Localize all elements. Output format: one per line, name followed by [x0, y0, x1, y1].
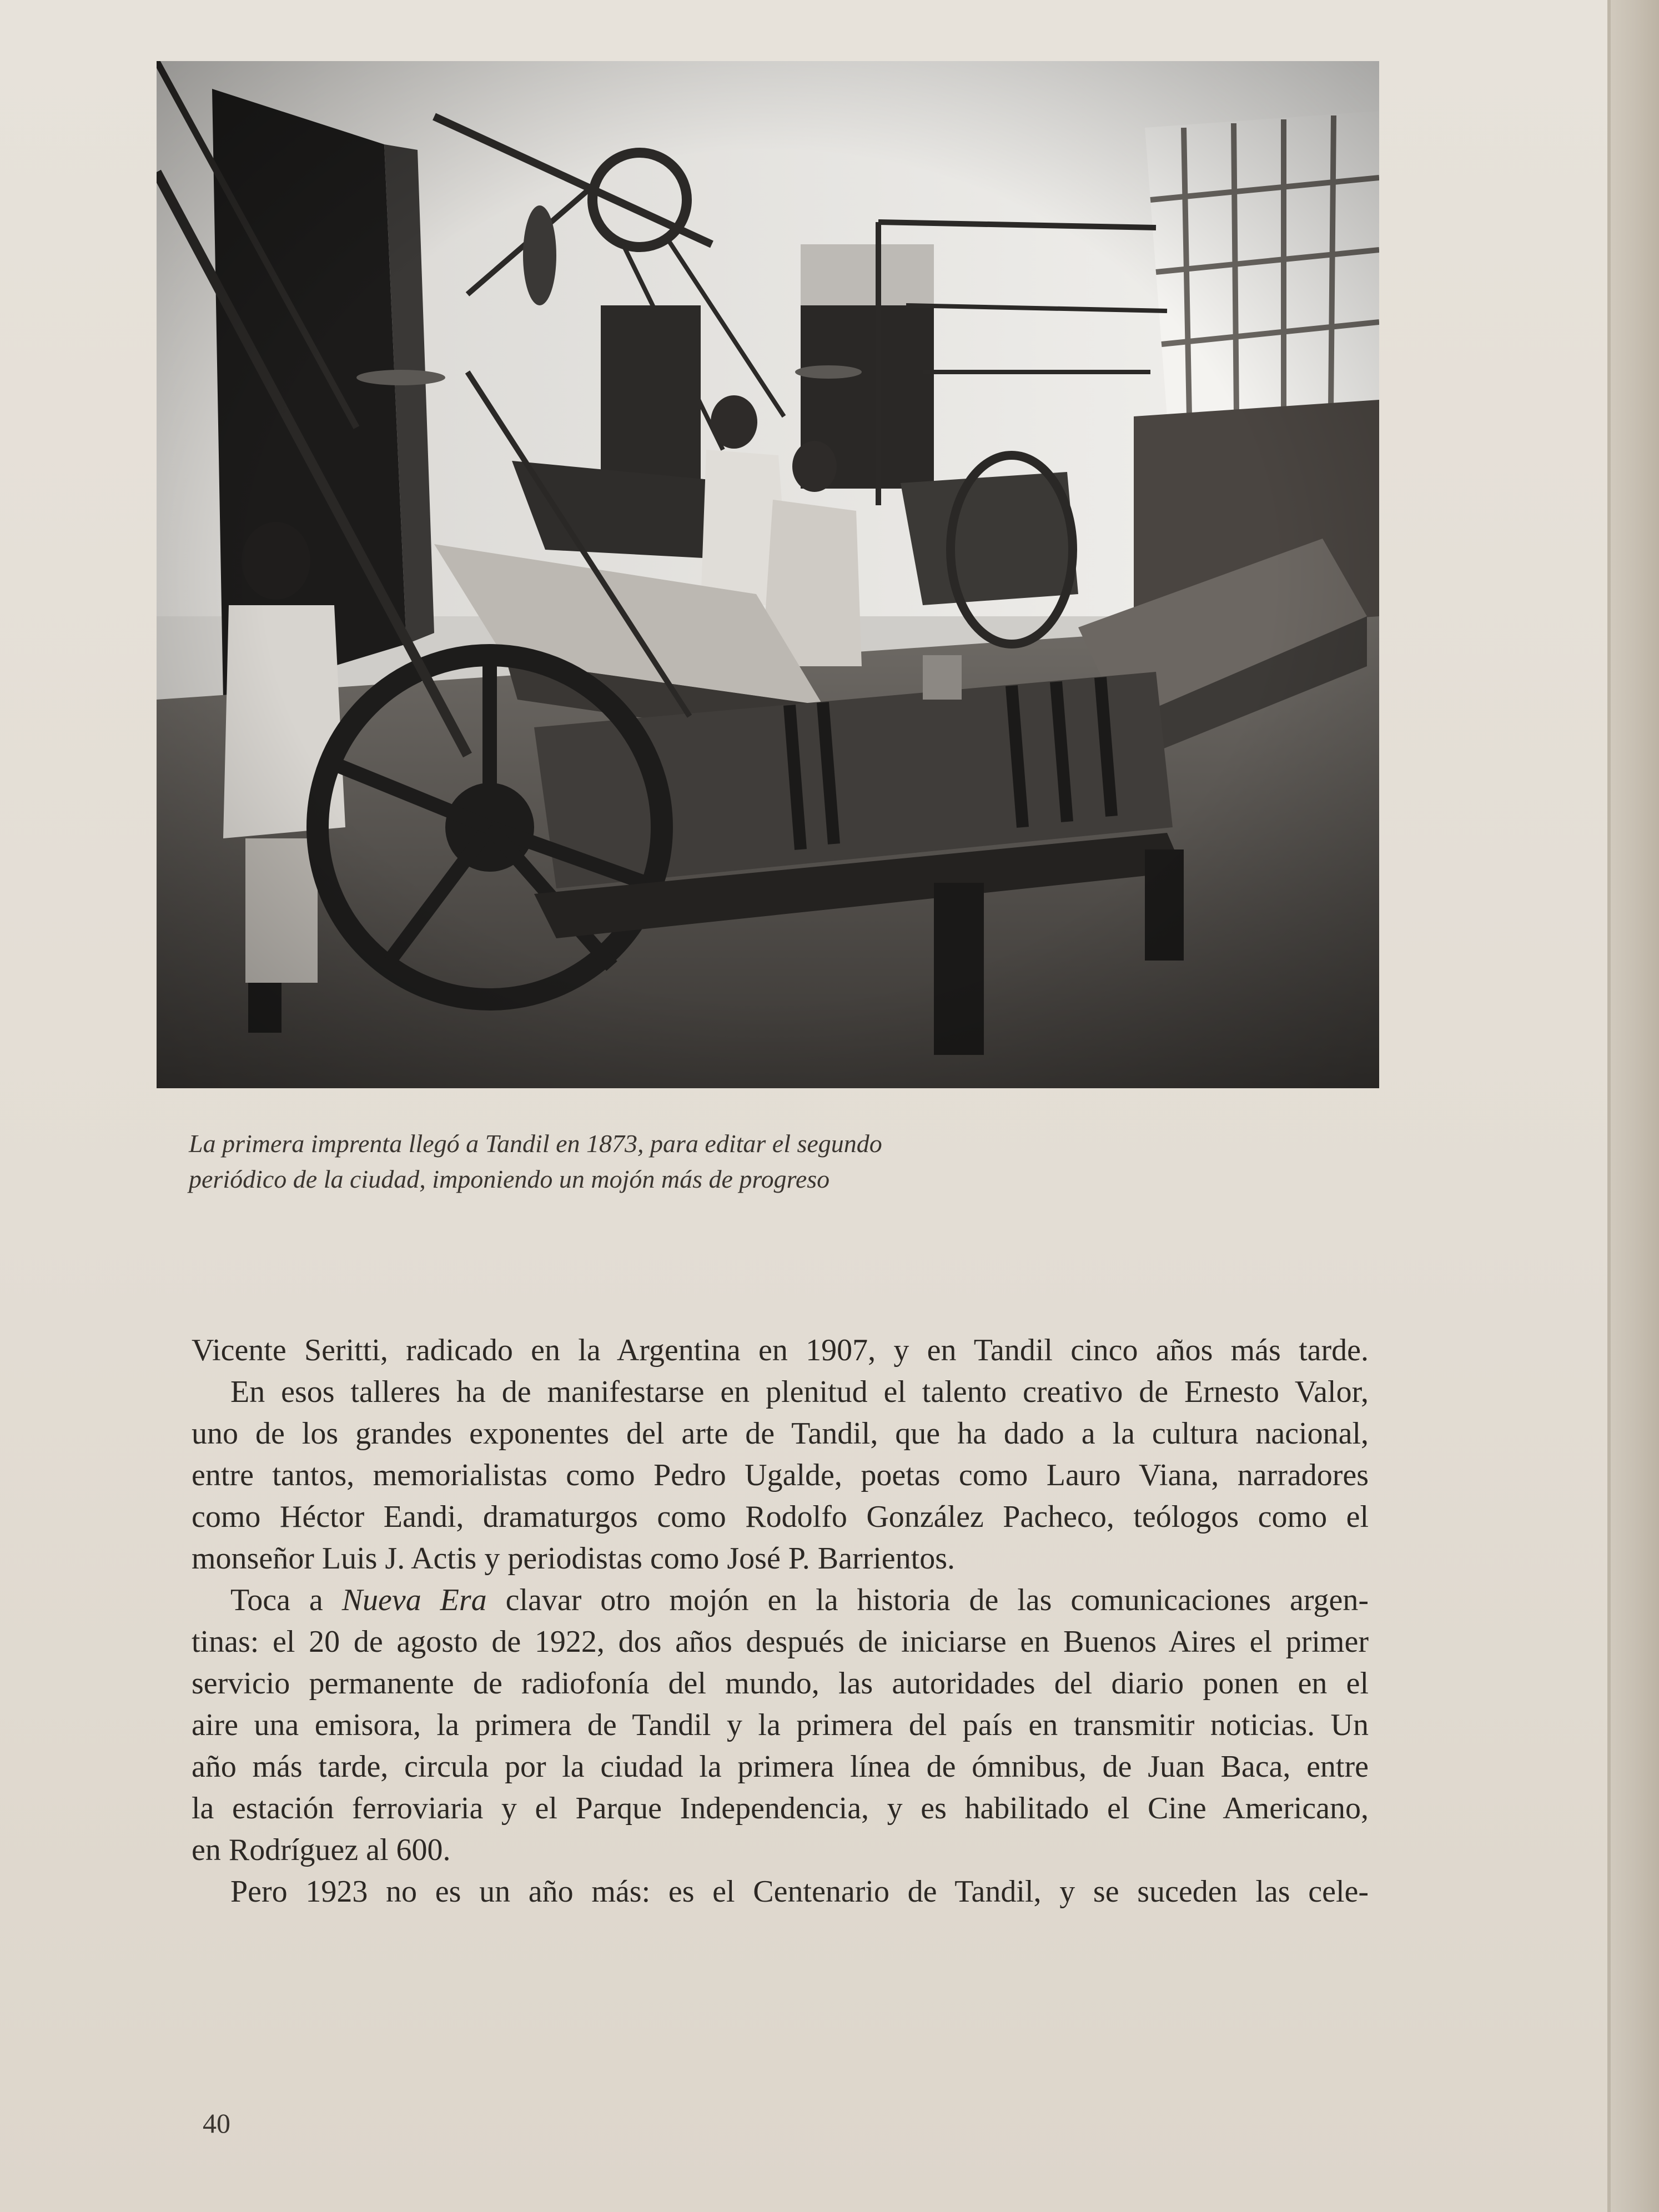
body-line: la estación ferroviaria y el Parque Independencia, y es habilitado el Cine Americano, [192, 1791, 1369, 1826]
body-line-rest: clavar otro mojón en la historia de las comunicaciones argen- [505, 1583, 1369, 1617]
body-line: servicio permanente de radiofonía del mundo, las autoridades del diario ponen en el [192, 1666, 1369, 1701]
newspaper-name: Nueva Era [341, 1583, 487, 1617]
body-line: en Rodríguez al 600. [192, 1833, 451, 1867]
body-line: monseñor Luis J. Actis y periodistas como José P. Barrientos. [192, 1541, 956, 1576]
body-line-space [487, 1583, 506, 1617]
body-line: Vicente Seritti, radicado en la Argentina en 1907, y en Tandil cinco años más tarde. [192, 1333, 1369, 1368]
caption-line-2: periódico de la ciudad, imponiendo un mojón más de progreso [189, 1165, 830, 1193]
body-line: aire una emisora, la primera de Tandil y la primera del país en transmitir noticias. Un [192, 1708, 1369, 1742]
page-number: 40 [203, 2108, 230, 2139]
body-line: Pero 1923 no es un año más: es el Centenario de Tandil, y se suceden las cele- [230, 1874, 1369, 1909]
body-line: como Héctor Eandi, dramaturgos como Rodolfo González Pacheco, teólogos como el [192, 1500, 1369, 1534]
photo-caption [189, 1126, 1244, 1197]
body-line: En esos talleres ha de manifestarse en plenitud el talento creativo de Ernesto Valor, [230, 1375, 1369, 1409]
body-line [192, 1580, 1369, 1621]
body-line: entre tantos, memorialistas como Pedro Ugalde, poetas como Lauro Viana, narradores [192, 1458, 1369, 1492]
body-line-prefix: Toca a [230, 1583, 342, 1617]
body-line: año más tarde, circula por la ciudad la primera línea de ómnibus, de Juan Baca, entre [192, 1750, 1369, 1784]
caption-line-1: La primera imprenta llegó a Tandil en 1873, para editar el segundo [189, 1129, 882, 1158]
printing-press-photo-icon [157, 61, 1379, 1088]
body-line: uno de los grandes exponentes del arte de Tandil, que ha dado a la cultura nacional, [192, 1416, 1369, 1451]
body-text [192, 1330, 1369, 1913]
body-line: tinas: el 20 de agosto de 1922, dos años después de iniciarse en Buenos Aires el primer [192, 1625, 1369, 1659]
facing-page-edge [1607, 0, 1659, 2212]
printing-press-photo [157, 61, 1379, 1088]
